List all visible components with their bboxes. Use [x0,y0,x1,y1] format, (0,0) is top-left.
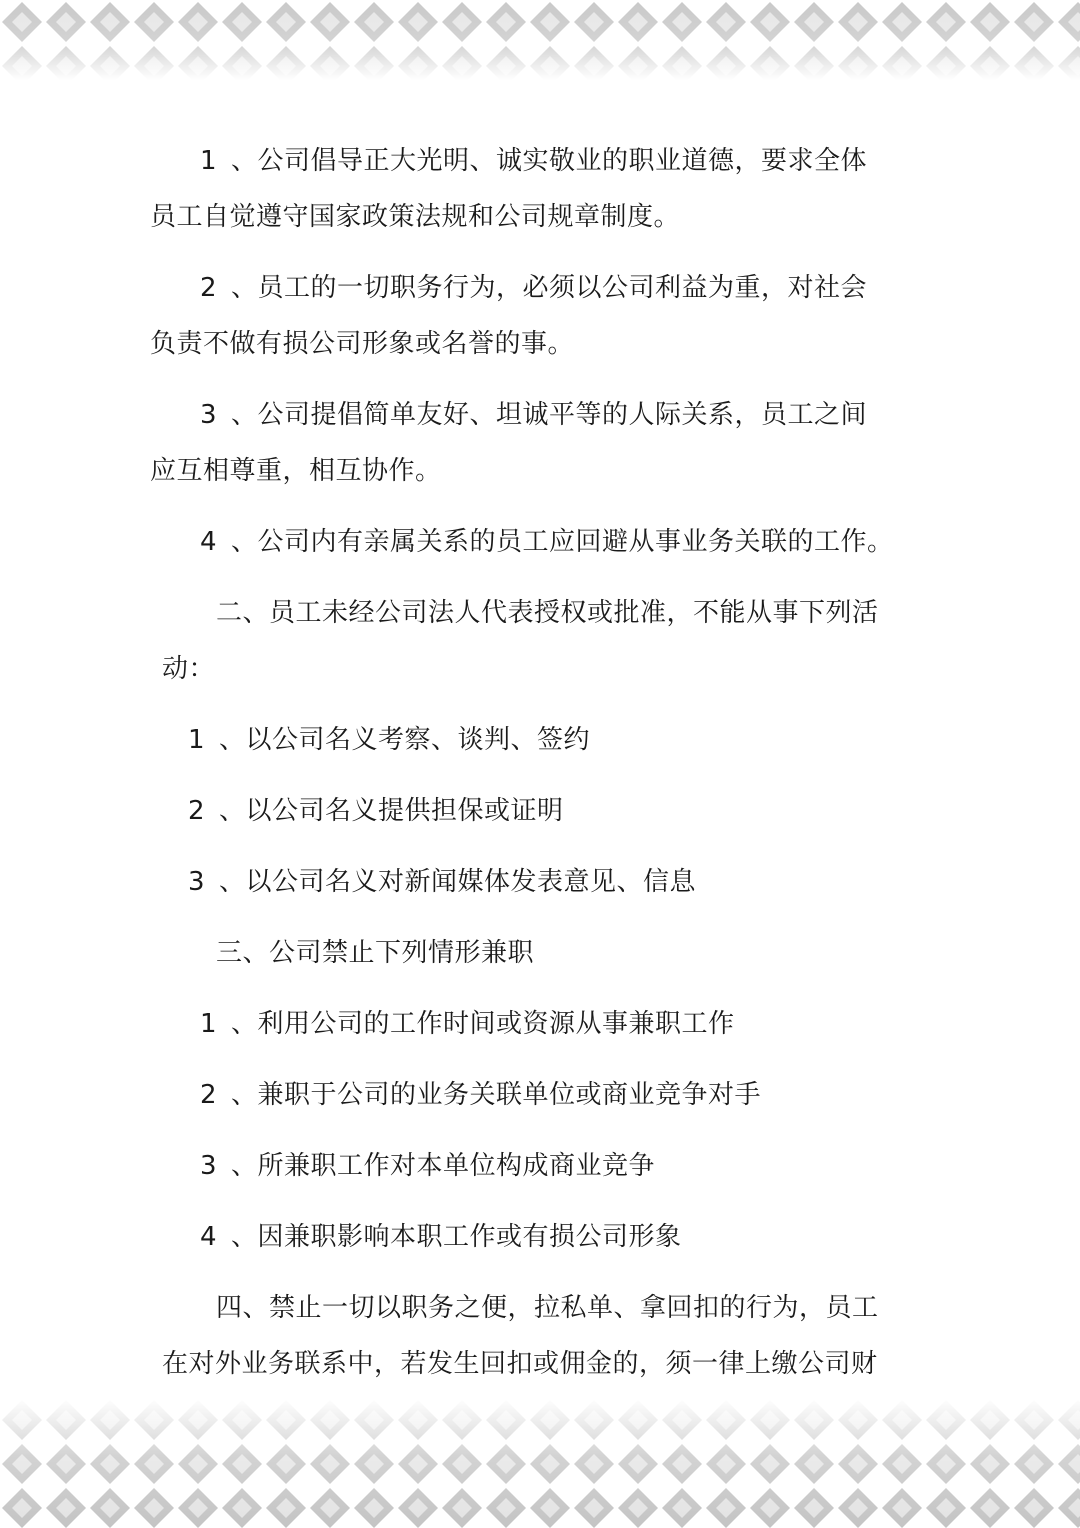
clause-1-line-2 [150,199,680,235]
section-2-item-3 [188,864,696,900]
clause-number: 1 [200,146,218,176]
clause-text: 、因兼职影响本职工作或有损公司形象 [231,1222,682,1252]
clause-number: 4 [200,527,218,557]
section-4-line-1 [216,1290,879,1326]
bottom-diamond-border [0,1398,1080,1528]
clause-text: 、所兼职工作对本单位构成商业竞争 [231,1151,656,1181]
section-heading: 四、禁止一切以职务之便，拉私单、拿回扣的行为，员工 [216,1293,879,1323]
section-3-item-4 [200,1219,682,1255]
section-3-item-3 [200,1148,655,1184]
section-4-line-2 [162,1346,878,1382]
clause-text: 、公司内有亲属关系的员工应回避从事业务关联的工作。 [231,527,894,557]
section-3-heading [216,935,534,971]
clause-text: 、公司提倡简单友好、坦诚平等的人际关系，员工之间 [231,400,868,430]
section-3-item-1 [200,1006,735,1042]
clause-text: 、公司倡导正大光明、诚实敬业的职业道德，要求全体 [231,146,868,176]
section-2-heading-line-2 [162,651,215,687]
clause-4-line-1 [200,524,894,560]
clause-2-line-1 [200,270,867,306]
section-3-item-2 [200,1077,761,1113]
clause-text: 、利用公司的工作时间或资源从事兼职工作 [231,1009,735,1039]
clause-text: 员工自觉遵守国家政策法规和公司规章制度。 [150,202,681,232]
clause-text: 在对外业务联系中，若发生回扣或佣金的，须一律上缴公司财 [162,1349,878,1379]
clause-1-line-1 [200,143,867,179]
clause-2-line-2 [150,326,574,362]
clause-number: 1 [200,1009,218,1039]
section-2-item-2 [188,793,564,829]
clause-number: 3 [200,400,218,430]
clause-3-line-2 [150,453,442,489]
section-2-heading-line-1 [216,595,879,631]
top-diamond-border [0,0,1080,80]
clause-number: 1 [188,725,206,755]
section-heading: 三、公司禁止下列情形兼职 [216,938,535,968]
clause-number: 2 [188,796,206,826]
section-heading: 动： [162,654,216,684]
clause-number: 2 [200,1080,218,1110]
clause-text: 、兼职于公司的业务关联单位或商业竞争对手 [231,1080,762,1110]
clause-number: 2 [200,273,218,303]
clause-number: 3 [188,867,206,897]
section-2-item-1 [188,722,590,758]
clause-number: 3 [200,1151,218,1181]
clause-3-line-1 [200,397,867,433]
clause-text: 、以公司名义对新闻媒体发表意见、信息 [219,867,697,897]
clause-text: 应互相尊重，相互协作。 [150,456,442,486]
clause-text: 、以公司名义提供担保或证明 [219,796,564,826]
section-heading: 二、员工未经公司法人代表授权或批准，不能从事下列活 [216,598,879,628]
clause-number: 4 [200,1222,218,1252]
clause-text: 负责不做有损公司形象或名誉的事。 [150,329,575,359]
clause-text: 、员工的一切职务行为，必须以公司利益为重，对社会 [231,273,868,303]
clause-text: 、以公司名义考察、谈判、签约 [219,725,591,755]
